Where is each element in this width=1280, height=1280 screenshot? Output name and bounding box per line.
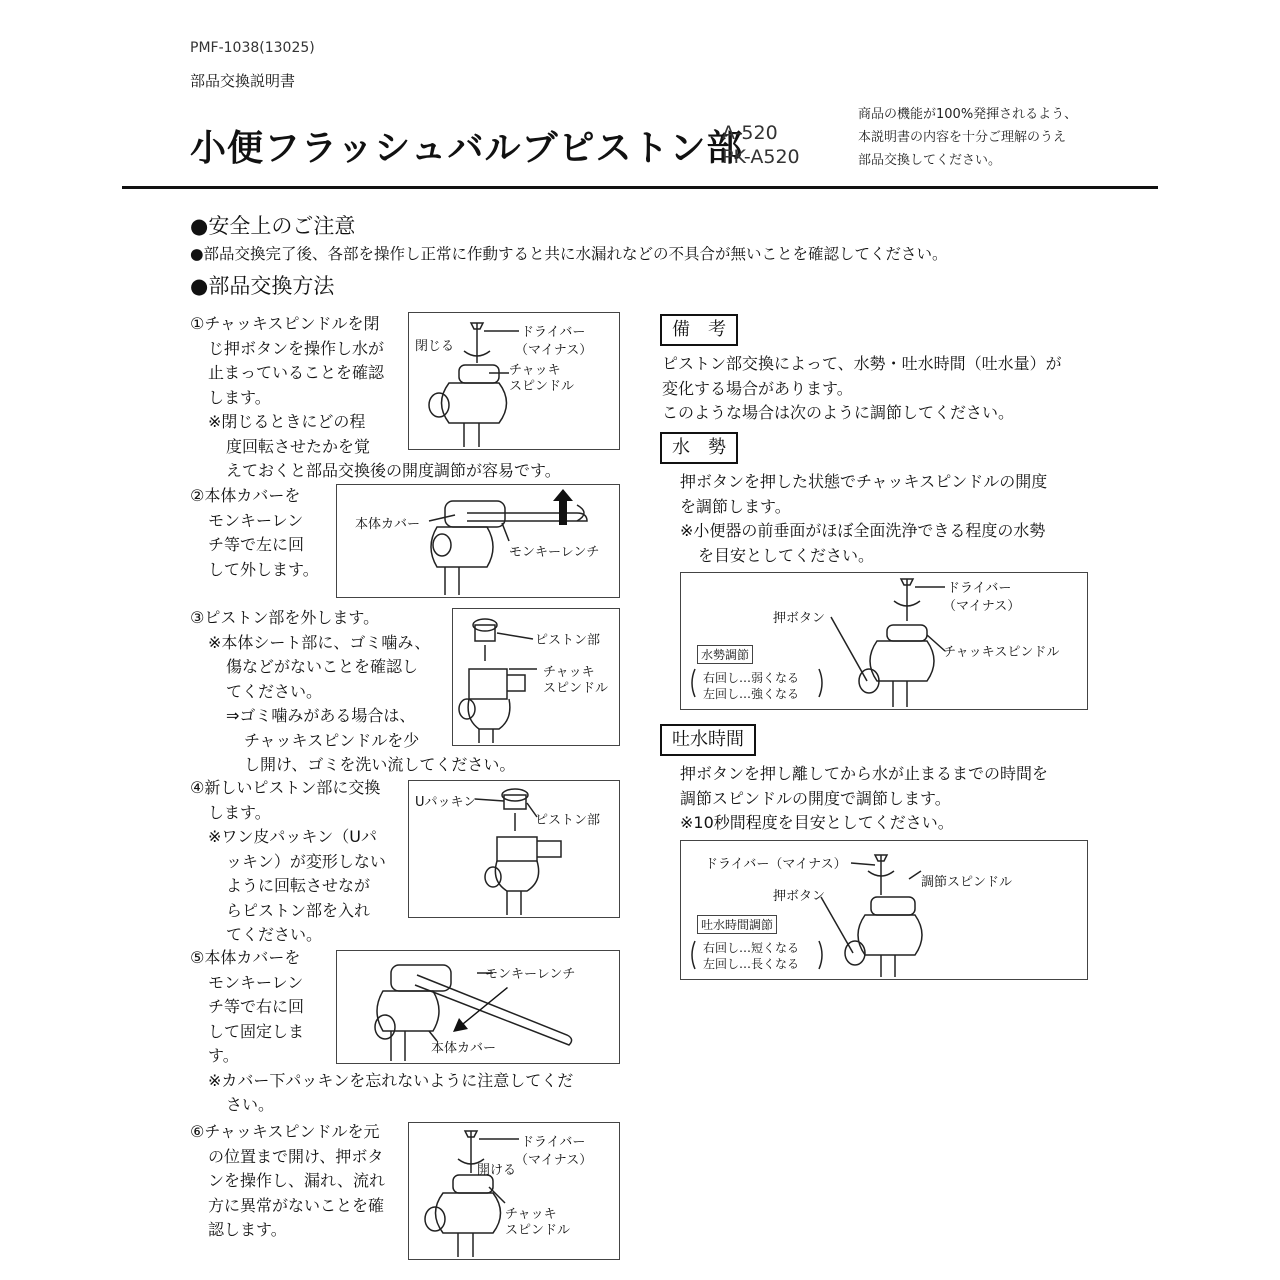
water-force-adjust-label: 水勢調節 xyxy=(697,645,753,664)
adjust-spindle-label: 調節スピンドル xyxy=(921,875,1013,890)
water-force-tag: 水 勢 xyxy=(660,432,738,464)
step-1-text: ①チャッキスピンドルを閉 じ押ボタンを操作し水が 止まっていることを確認 します。 ※閉じるときにどの程 度回転させたかを覚 えておくと部品交換後の開度調節が容易です。 xyxy=(190,314,561,480)
page-title: 小便フラッシュバルブピストン部 xyxy=(190,128,744,169)
safety-text: ●部品交換完了後、各部を操作し正常に作動すると共に水漏れなどの不具合が無いことを確認してください。 xyxy=(190,245,948,263)
driver-label: ドライバー xyxy=(521,325,586,340)
chakki-label: チャッキ xyxy=(505,1207,557,1222)
minus-label: （マイナス） xyxy=(515,1153,593,1168)
remarks-text: ピストン部交換によって、水勢・吐水時間（吐水量）が 変化する場合があります。 このような場合は次のように調節してください。 xyxy=(662,354,1062,422)
step-3-figure xyxy=(452,608,620,746)
safety-heading: ●安全上のご注意 xyxy=(190,214,356,238)
close-label: 閉じる xyxy=(415,339,455,354)
spindle-label: スピンドル xyxy=(543,681,609,696)
step-5-figure xyxy=(336,950,620,1064)
piston-label: ピストン部 xyxy=(535,813,601,828)
header-divider xyxy=(122,186,1158,189)
step-3-text: ③ピストン部を外します。 ※本体シート部に、ゴミ噛み、 傷などがないことを確認し てください。 ⇒ゴミ噛みがある場合は、 チャッキスピンドルを少 し開け、ゴミを洗い流してください。 xyxy=(190,608,516,774)
discharge-adjust-label: 吐水時間調節 xyxy=(697,915,777,934)
chakki-spindle-label: チャッキスピンドル xyxy=(943,645,1060,660)
step-2-text: ②本体カバーを モンキーレン チ等で左に回 して外します。 xyxy=(190,486,319,579)
step-6-figure xyxy=(408,1122,620,1260)
u-packing-label: Uパッキン xyxy=(415,795,477,810)
notice-text: 商品の機能が100%発揮されるよう、 本説明書の内容を十分ご理解のうえ 部品交換してください。 xyxy=(858,107,1078,168)
model-number-2: PK-A520 xyxy=(722,146,800,168)
chakki-label: チャッキ xyxy=(543,665,595,680)
step-6-text: ⑥チャッキスピンドルを元 の位置まで開け、押ボタ ンを操作し、漏れ、流れ 方に異常がないことを確 認します。 xyxy=(190,1122,385,1239)
cover-label: 本体カバー xyxy=(431,1041,497,1056)
remarks-tag: 備 考 xyxy=(660,314,738,346)
document-code: PMF-1038(13025) xyxy=(190,40,315,56)
document-type: 部品交換説明書 xyxy=(190,72,296,90)
wrench-label: モンキーレンチ xyxy=(509,545,600,560)
model-number-1: A-520 xyxy=(722,122,778,144)
step-4-figure xyxy=(408,780,620,918)
step-2-figure xyxy=(336,484,620,598)
left-turn-label: 左回し…長くなる xyxy=(703,957,800,971)
right-turn-label: 右回し…弱くなる xyxy=(703,671,800,685)
method-heading: ●部品交換方法 xyxy=(190,274,335,298)
spindle-label: スピンドル xyxy=(505,1223,571,1238)
step-1-figure xyxy=(408,312,620,450)
right-turn-label: 右回し…短くなる xyxy=(703,941,800,955)
discharge-time-text: 押ボタンを押し離してから水が止まるまでの時間を 調節スピンドルの開度で調節します。 ※10秒間程度を目安としてください。 xyxy=(680,764,1049,832)
minus-label: （マイナス） xyxy=(515,343,593,358)
wrench-label: モンキーレンチ xyxy=(485,967,576,982)
chakki-label: チャッキ xyxy=(509,363,561,378)
driver-label: ドライバー xyxy=(521,1135,586,1150)
step-5-text: ⑤本体カバーを モンキーレン チ等で右に回 して固定しま す。 ※カバー下パッキンを忘れないように注意してくだ さい。 xyxy=(190,948,574,1114)
left-turn-label: 左回し…強くなる xyxy=(703,687,800,701)
push-button-label: 押ボタン xyxy=(773,611,826,626)
water-force-text: 押ボタンを押した状態でチャッキスピンドルの開度 を調節します。 ※小便器の前垂面がほぼ全面洗浄できる程度の水勢 を目安としてください。 xyxy=(680,472,1048,565)
piston-label: ピストン部 xyxy=(535,633,601,648)
water-force-figure xyxy=(680,572,1088,710)
open-label: 開ける xyxy=(477,1163,517,1178)
driver-label: ドライバー xyxy=(947,581,1012,596)
driver-label: ドライバー（マイナス） xyxy=(705,857,847,872)
discharge-time-figure xyxy=(680,840,1088,980)
minus-label: （マイナス） xyxy=(943,599,1021,614)
push-button-label: 押ボタン xyxy=(773,889,826,904)
discharge-time-tag: 吐水時間 xyxy=(660,724,756,756)
step-4-text: ④新しいピストン部に交換 します。 ※ワン皮パッキン（Uパ ッキン）が変形しない ように回転させなが らピストン部を入れ てください。 xyxy=(190,778,386,944)
spindle-label: スピンドル xyxy=(509,379,575,394)
cover-label: 本体カバー xyxy=(355,517,421,532)
valve-open-illustration xyxy=(409,1123,619,1259)
